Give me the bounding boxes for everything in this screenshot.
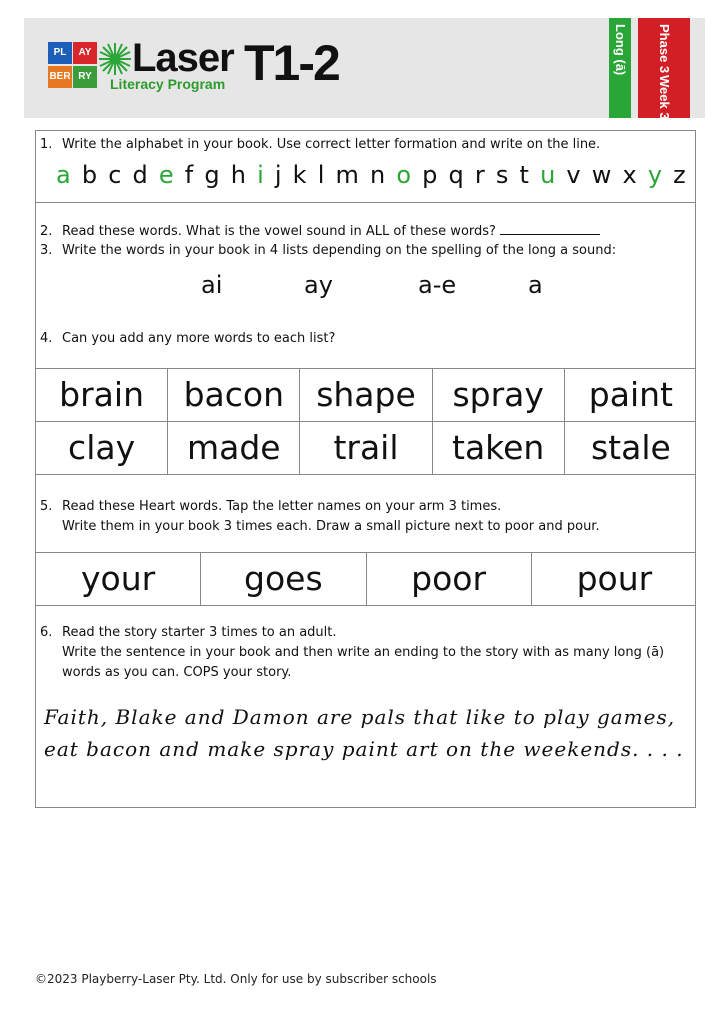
alphabet-letter: a (56, 161, 71, 189)
alphabet-letter: y (647, 161, 663, 189)
question-5 (40, 499, 501, 514)
word-cell: trail (300, 421, 432, 474)
logo-level: T1-2 (244, 35, 339, 91)
word-cell: paint (588, 375, 673, 414)
question-6-line-3 (62, 665, 291, 680)
word-cell: clay (36, 421, 168, 474)
question-2 (40, 223, 600, 239)
question-number: 6. (40, 625, 53, 640)
question-text: Read these words. What is the vowel sound in ALL of these words? (62, 224, 496, 239)
spelling-a: a (528, 271, 543, 299)
alphabet-letter: p (422, 161, 438, 189)
logo-word: Laser (132, 36, 234, 80)
divider (36, 202, 695, 203)
week-label: Week 3 (657, 75, 672, 120)
divider (36, 605, 695, 606)
spelling-a-e: a-e (418, 271, 457, 299)
phase-label: Phase 3 (657, 24, 672, 74)
question-4 (40, 331, 335, 346)
alphabet-letter: v (566, 161, 581, 189)
alphabet-letter: s (495, 161, 509, 189)
alphabet-letter: w (591, 161, 612, 189)
story-line-2: eat bacon and make spray paint art on the weekends. . . . (44, 737, 684, 761)
alphabet-letter: d (132, 161, 148, 189)
phase-tab (638, 18, 690, 118)
word-cell: spray (433, 368, 565, 421)
alphabet-letter: f (184, 161, 194, 189)
word-cell: bacon (168, 368, 300, 421)
alphabet-letter: n (370, 161, 386, 189)
alphabet-letter: x (622, 161, 637, 189)
alphabet-letter: q (448, 161, 464, 189)
question-text: Write the words in your book in 4 lists depending on the spelling of the long a sound: (62, 243, 617, 258)
alphabet-letter: c (108, 161, 122, 189)
puzzle-piece: RY (73, 66, 97, 88)
question-text: Write them in your book 3 times each. Draw a small picture next to poor and pour. (62, 519, 600, 534)
laser-logo (48, 35, 348, 94)
word-cell: stale (590, 428, 671, 467)
logo-subtitle: Literacy Program (110, 76, 226, 92)
question-number: 4. (40, 331, 53, 346)
alphabet-letter: l (317, 161, 325, 189)
puzzle-piece: PL (48, 42, 72, 64)
question-text: Write the sentence in your book and then write an ending to the story with as many long (ā) (62, 645, 665, 660)
puzzle-piece: BER (48, 66, 72, 88)
alphabet-letter: u (540, 161, 556, 189)
puzzle-logo-icon (48, 42, 100, 90)
heart-word-cell: poor (367, 552, 532, 605)
question-text: Write the alphabet in your book. Use correct letter formation and write on the line. (62, 137, 601, 152)
alphabet-letter: b (81, 161, 98, 189)
spelling-patterns (36, 271, 695, 301)
alphabet-letter: r (474, 161, 485, 189)
question-5-line-2 (62, 519, 600, 534)
copyright-footer: ©2023 Playberry-Laser Pty. Ltd. Only for use by subscriber schools (35, 972, 437, 986)
heart-word-cell: pour (576, 559, 653, 598)
spelling-ay: ay (304, 271, 333, 299)
spelling-ai: ai (201, 271, 223, 299)
word-cell: taken (433, 421, 565, 474)
question-6-line-2 (62, 645, 664, 660)
alphabet-letter: j (274, 161, 282, 189)
question-text: Read these Heart words. Tap the letter names on your arm 3 times. (62, 499, 502, 514)
answer-blank[interactable] (500, 223, 600, 235)
divider (36, 474, 695, 475)
alphabet-letter: t (519, 161, 529, 189)
question-3 (40, 243, 616, 258)
sound-tab-label: Long (ā) (613, 24, 628, 76)
puzzle-piece: AY (73, 42, 97, 64)
divider (36, 421, 695, 422)
word-cell: shape (300, 368, 432, 421)
question-text: Read the story starter 3 times to an adult. (62, 625, 337, 640)
heart-word-cell: goes (201, 552, 366, 605)
question-number: 5. (40, 499, 53, 514)
alphabet-letter: m (335, 161, 359, 189)
alphabet-letter: o (396, 161, 412, 189)
alphabet-letter: i (257, 161, 264, 189)
question-1 (40, 137, 600, 152)
question-6 (40, 625, 337, 640)
question-number: 2. (40, 224, 53, 239)
alphabet-letter: z (673, 161, 686, 189)
alphabet-row (56, 161, 686, 189)
question-number: 1. (40, 137, 53, 152)
sound-tab (609, 18, 631, 118)
alphabet-letter: g (204, 161, 220, 189)
alphabet-letter: h (230, 161, 246, 189)
alphabet-letter: e (158, 161, 174, 189)
question-text: Can you add any more words to each list? (62, 331, 336, 346)
story-line-1: Faith, Blake and Damon are pals that like to play games, (44, 705, 676, 729)
question-text: words as you can. COPS your story. (62, 665, 292, 680)
word-cell: brain (36, 368, 168, 421)
alphabet-letter: k (292, 161, 307, 189)
question-number: 3. (40, 243, 53, 258)
word-cell: made (168, 421, 300, 474)
laser-burst-icon (98, 42, 132, 76)
heart-word-cell: your (36, 552, 201, 605)
worksheet (35, 130, 696, 808)
